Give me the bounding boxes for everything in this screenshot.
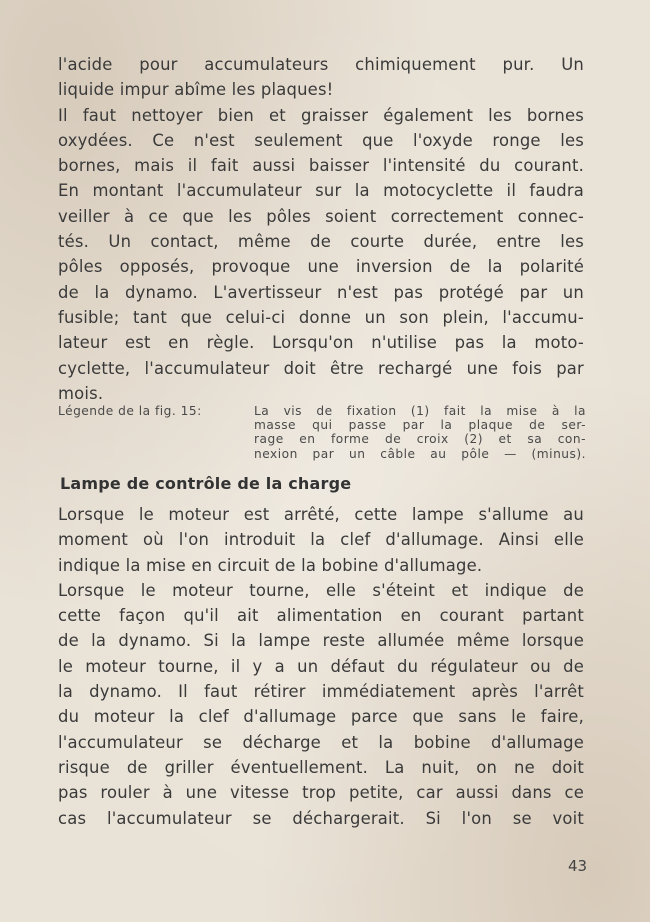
intro-paragraph	[58, 52, 584, 406]
text-line: de la dynamo. Si la lampe reste allumée même lorsque	[58, 631, 584, 651]
text-line: cyclette, l'accumulateur doit être rechargé une fois par	[58, 358, 584, 378]
text-line: de la dynamo. L'avertisseur n'est pas protégé par un	[58, 282, 584, 302]
text-line: moment où l'on introduit la clef d'allumage. Ainsi elle	[58, 530, 584, 550]
caption-line: masse qui passe par la plaque de ser-	[254, 418, 586, 433]
text-line: pôles opposés, provoque une inversion de la polarité	[58, 257, 584, 277]
text-line: l'acide pour accumulateurs chimiquement pur. Un	[58, 55, 584, 74]
section-paragraph	[58, 502, 584, 831]
text-line: lateur est en règle. Lorsqu'on n'utilise pas la moto-	[58, 333, 584, 353]
text-line: Lorsque le moteur est arrêté, cette lampe s'allume au	[58, 505, 584, 524]
text-line: risque de griller éventuellement. La nuit, on ne doit	[58, 757, 584, 777]
caption-line: nexion par un câble au pôle — (minus).	[254, 446, 586, 461]
text-line: indique la mise en circuit de la bobine d'allumage.	[58, 555, 483, 575]
text-line: du moteur la clef d'allumage parce que sans le faire,	[58, 707, 584, 727]
text-line: fusible; tant que celui-ci donne un son plein, l'accumu-	[58, 307, 584, 327]
text-line: mois.	[58, 383, 104, 403]
caption-line: La vis de fixation (1) fait la mise à la	[254, 404, 586, 418]
caption-body	[254, 404, 586, 461]
text-line: l'accumulateur se décharge et la bobine d'allumage	[58, 732, 584, 752]
text-line: tés. Un contact, même de courte durée, entre les	[58, 232, 584, 252]
text-line: le moteur tourne, il y a un défaut du régulateur ou de	[58, 656, 584, 676]
text-line: cas l'accumulateur se déchargerait. Si l'on se voit	[58, 808, 584, 828]
text-line: liquide impur abîme les plaques!	[58, 80, 334, 100]
caption-line: rage en forme de croix (2) et sa con-	[254, 432, 586, 447]
text-line: pas rouler à une vitesse trop petite, car aussi dans ce	[58, 783, 584, 803]
text-line: cette façon qu'il ait alimentation en courant partant	[58, 606, 584, 626]
text-line: Lorsque le moteur tourne, elle s'éteint et indique de	[58, 580, 584, 600]
text-line: Il faut nettoyer bien et graisser également les bornes	[58, 105, 584, 125]
text-line: oxydées. Ce n'est seulement que l'oxyde ronge les	[58, 130, 584, 150]
page-number: 43	[568, 857, 588, 875]
text-line: En montant l'accumulateur sur la motocyclette il faudra	[58, 181, 584, 201]
text-line: veiller à ce que les pôles soient correctement connec-	[58, 206, 584, 226]
text-line: la dynamo. Il faut rétirer immédiatement après l'arrêt	[58, 682, 584, 702]
caption-label: Légende de la fig. 15:	[58, 404, 202, 418]
text-line: bornes, mais il fait aussi baisser l'intensité du courant.	[58, 156, 584, 176]
section-heading: Lampe de contrôle de la charge	[60, 474, 352, 493]
